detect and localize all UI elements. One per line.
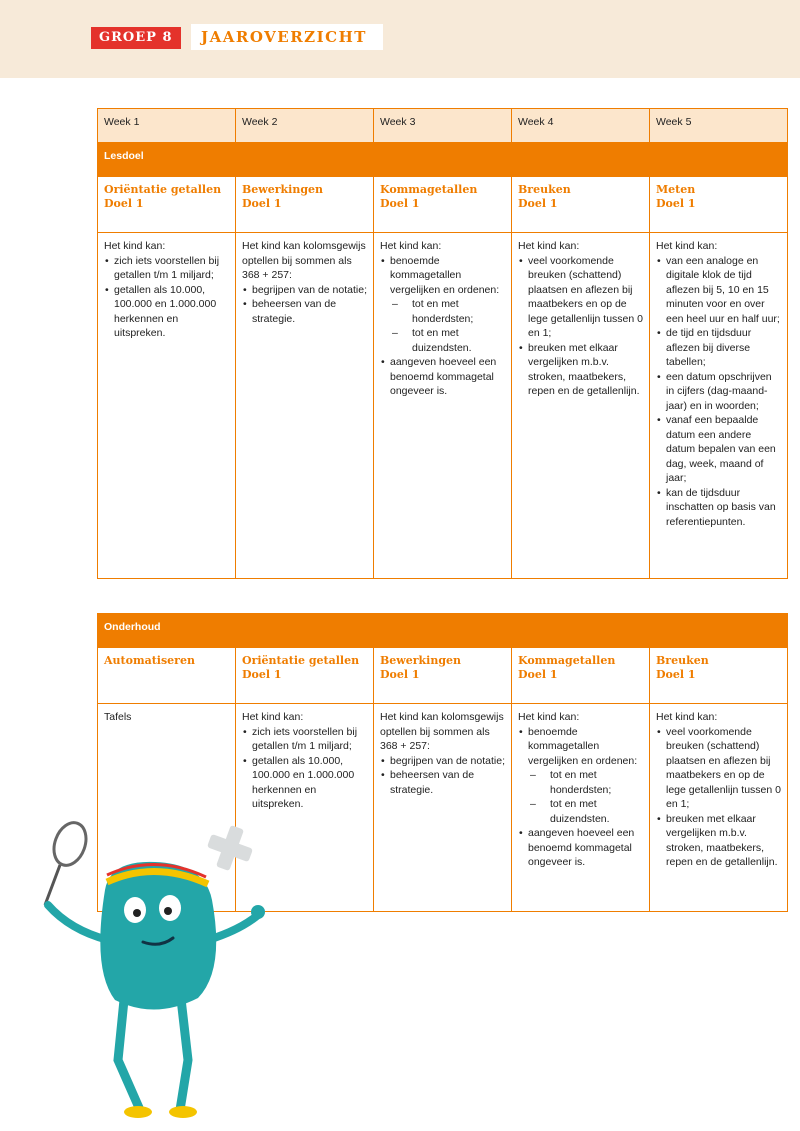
sub-list-item: – tot en met honderdsten; [528, 768, 643, 797]
content-intro: Het kind kan: [518, 240, 580, 252]
list-item: • beheersen van de strategie. [242, 297, 367, 326]
list-item-text: benoemde kommagetallen vergelijken en ordenen: [390, 254, 500, 296]
content-intro: Het kind kan: [104, 240, 166, 252]
content-cell [650, 233, 788, 579]
list-item: • vanaf een bepaalde datum een andere datum bepalen van een dag, week, maand of jaar; [656, 413, 781, 486]
content-intro: Het kind kan: [656, 240, 718, 252]
topic-title: Kommagetallen [518, 654, 616, 667]
sub-list [390, 297, 505, 355]
topic-title: Bewerkingen [242, 183, 324, 196]
topic-title: Breuken [656, 654, 709, 667]
topic-goal: Doel 1 [518, 668, 558, 681]
header-band [0, 0, 800, 78]
content-intro: Het kind kan: [518, 711, 580, 723]
week-header-row [98, 109, 788, 143]
list-item: • veel voorkomende breuken (schattend) plaatsen en aflezen bij maatbekers en op de lege getallenlijn tussen 0 en 1; [518, 254, 643, 341]
list-item [380, 254, 505, 356]
topic-goal: Doel 1 [242, 197, 282, 210]
topic-cell [98, 648, 236, 704]
topic-cell [236, 648, 374, 704]
sub-list-item: – tot en met duizendsten. [390, 326, 505, 355]
week-header: Week 4 [512, 109, 650, 143]
week-header: Week 3 [374, 109, 512, 143]
list-item: • de tijd en tijdsduur aflezen bij diverse tabellen; [656, 326, 781, 370]
content-intro: Het kind kan: [656, 711, 718, 723]
topic-cell [650, 648, 788, 704]
list-item: • breuken met elkaar vergelijken m.b.v. stroken, maatbekers, repen en de getallenlijn. [518, 341, 643, 399]
group-badge: GROEP 8 [91, 27, 181, 49]
bullet-list [242, 725, 367, 812]
content-cell [236, 233, 374, 579]
content-intro: Het kind kan kolomsgewijs optellen bij sommen als 368 + 257: [242, 240, 366, 281]
content-intro: Het kind kan: [242, 711, 304, 723]
topic-cell [650, 177, 788, 233]
list-item: • begrijpen van de notatie; [242, 283, 367, 298]
topic-cell [98, 177, 236, 233]
mascot-badminton-icon [30, 820, 280, 1120]
list-item: • veel voorkomende breuken (schattend) plaatsen en aflezen bij maatbekers en op de lege getallenlijn tussen 0 en 1; [656, 725, 781, 812]
topic-row [98, 177, 788, 233]
list-item: • breuken met elkaar vergelijken m.b.v. stroken, maatbekers, repen en de getallenlijn. [656, 812, 781, 870]
bullet-list [656, 254, 781, 530]
bullet-list [518, 254, 643, 399]
bullet-list [104, 254, 229, 341]
topic-title: Automatiseren [104, 654, 195, 667]
content-cell [512, 704, 650, 912]
topic-row [98, 648, 788, 704]
topic-title: Breuken [518, 183, 571, 196]
topic-title: Oriëntatie getallen [104, 183, 222, 196]
week-header: Week 2 [236, 109, 374, 143]
list-item: • van een analoge en digitale klok de tijd aflezen bij 5, 10 en 15 minuten voor en over een heel uur en half uur; [656, 254, 781, 327]
list-item: • een datum opschrijven in cijfers (dag-maand-jaar) en in woorden; [656, 370, 781, 414]
topic-title: Meten [656, 183, 696, 196]
content-intro: Tafels [104, 711, 132, 723]
content-cell [374, 233, 512, 579]
topic-goal: Doel 1 [380, 197, 420, 210]
list-item: • getallen als 10.000, 100.000 en 1.000.000 herkennen en uitspreken. [242, 754, 367, 812]
sub-list-item: – tot en met duizendsten. [528, 797, 643, 826]
topic-goal: Doel 1 [242, 668, 282, 681]
topic-cell [512, 648, 650, 704]
list-item: • aangeven hoeveel een benoemd kommagetal ongeveer is. [380, 355, 505, 399]
sub-list [528, 768, 643, 826]
topic-title: Kommagetallen [380, 183, 478, 196]
topic-title: Bewerkingen [380, 654, 462, 667]
section-label: Onderhoud [98, 614, 236, 648]
section-row-lesdoel [98, 143, 788, 177]
section-label: Lesdoel [98, 143, 236, 177]
content-cell [650, 704, 788, 912]
list-item: • getallen als 10.000, 100.000 en 1.000.000 herkennen en uitspreken. [104, 283, 229, 341]
list-item: • kan de tijdsduur inschatten op basis van referentiepunten. [656, 486, 781, 530]
list-item [518, 725, 643, 827]
topic-cell [374, 177, 512, 233]
scalloped-edge [0, 52, 800, 82]
list-item: • zich iets voorstellen bij getallen t/m 1 miljard; [242, 725, 367, 754]
bullet-list [380, 754, 505, 798]
plus-icon [202, 820, 258, 876]
bullet-list [242, 283, 367, 327]
list-item: • aangeven hoeveel een benoemd kommagetal ongeveer is. [518, 826, 643, 870]
topic-goal: Doel 1 [656, 197, 696, 210]
page-title: JAAROVERZICHT [191, 24, 383, 50]
list-item: • beheersen van de strategie. [380, 768, 505, 797]
bullet-list [656, 725, 781, 870]
content-cell [374, 704, 512, 912]
content-intro: Het kind kan kolomsgewijs optellen bij sommen als 368 + 257: [380, 711, 504, 752]
topic-cell [512, 177, 650, 233]
sub-list-item: – tot en met honderdsten; [390, 297, 505, 326]
topic-goal: Doel 1 [380, 668, 420, 681]
topic-goal: Doel 1 [656, 668, 696, 681]
week-header: Week 5 [650, 109, 788, 143]
topic-goal: Doel 1 [104, 197, 144, 210]
list-item: • begrijpen van de notatie; [380, 754, 505, 769]
list-item: • zich iets voorstellen bij getallen t/m 1 miljard; [104, 254, 229, 283]
list-item-text: benoemde kommagetallen vergelijken en ordenen: [528, 725, 638, 767]
content-row [98, 233, 788, 579]
topic-goal: Doel 1 [518, 197, 558, 210]
bullet-list [380, 254, 505, 399]
section-row-onderhoud [98, 614, 788, 648]
content-intro: Het kind kan: [380, 240, 442, 252]
content-cell [512, 233, 650, 579]
topic-cell [236, 177, 374, 233]
content-cell [98, 233, 236, 579]
topic-title: Oriëntatie getallen [242, 654, 360, 667]
topic-cell [374, 648, 512, 704]
week-header: Week 1 [98, 109, 236, 143]
bullet-list [518, 725, 643, 870]
lesdoel-table [97, 108, 788, 579]
